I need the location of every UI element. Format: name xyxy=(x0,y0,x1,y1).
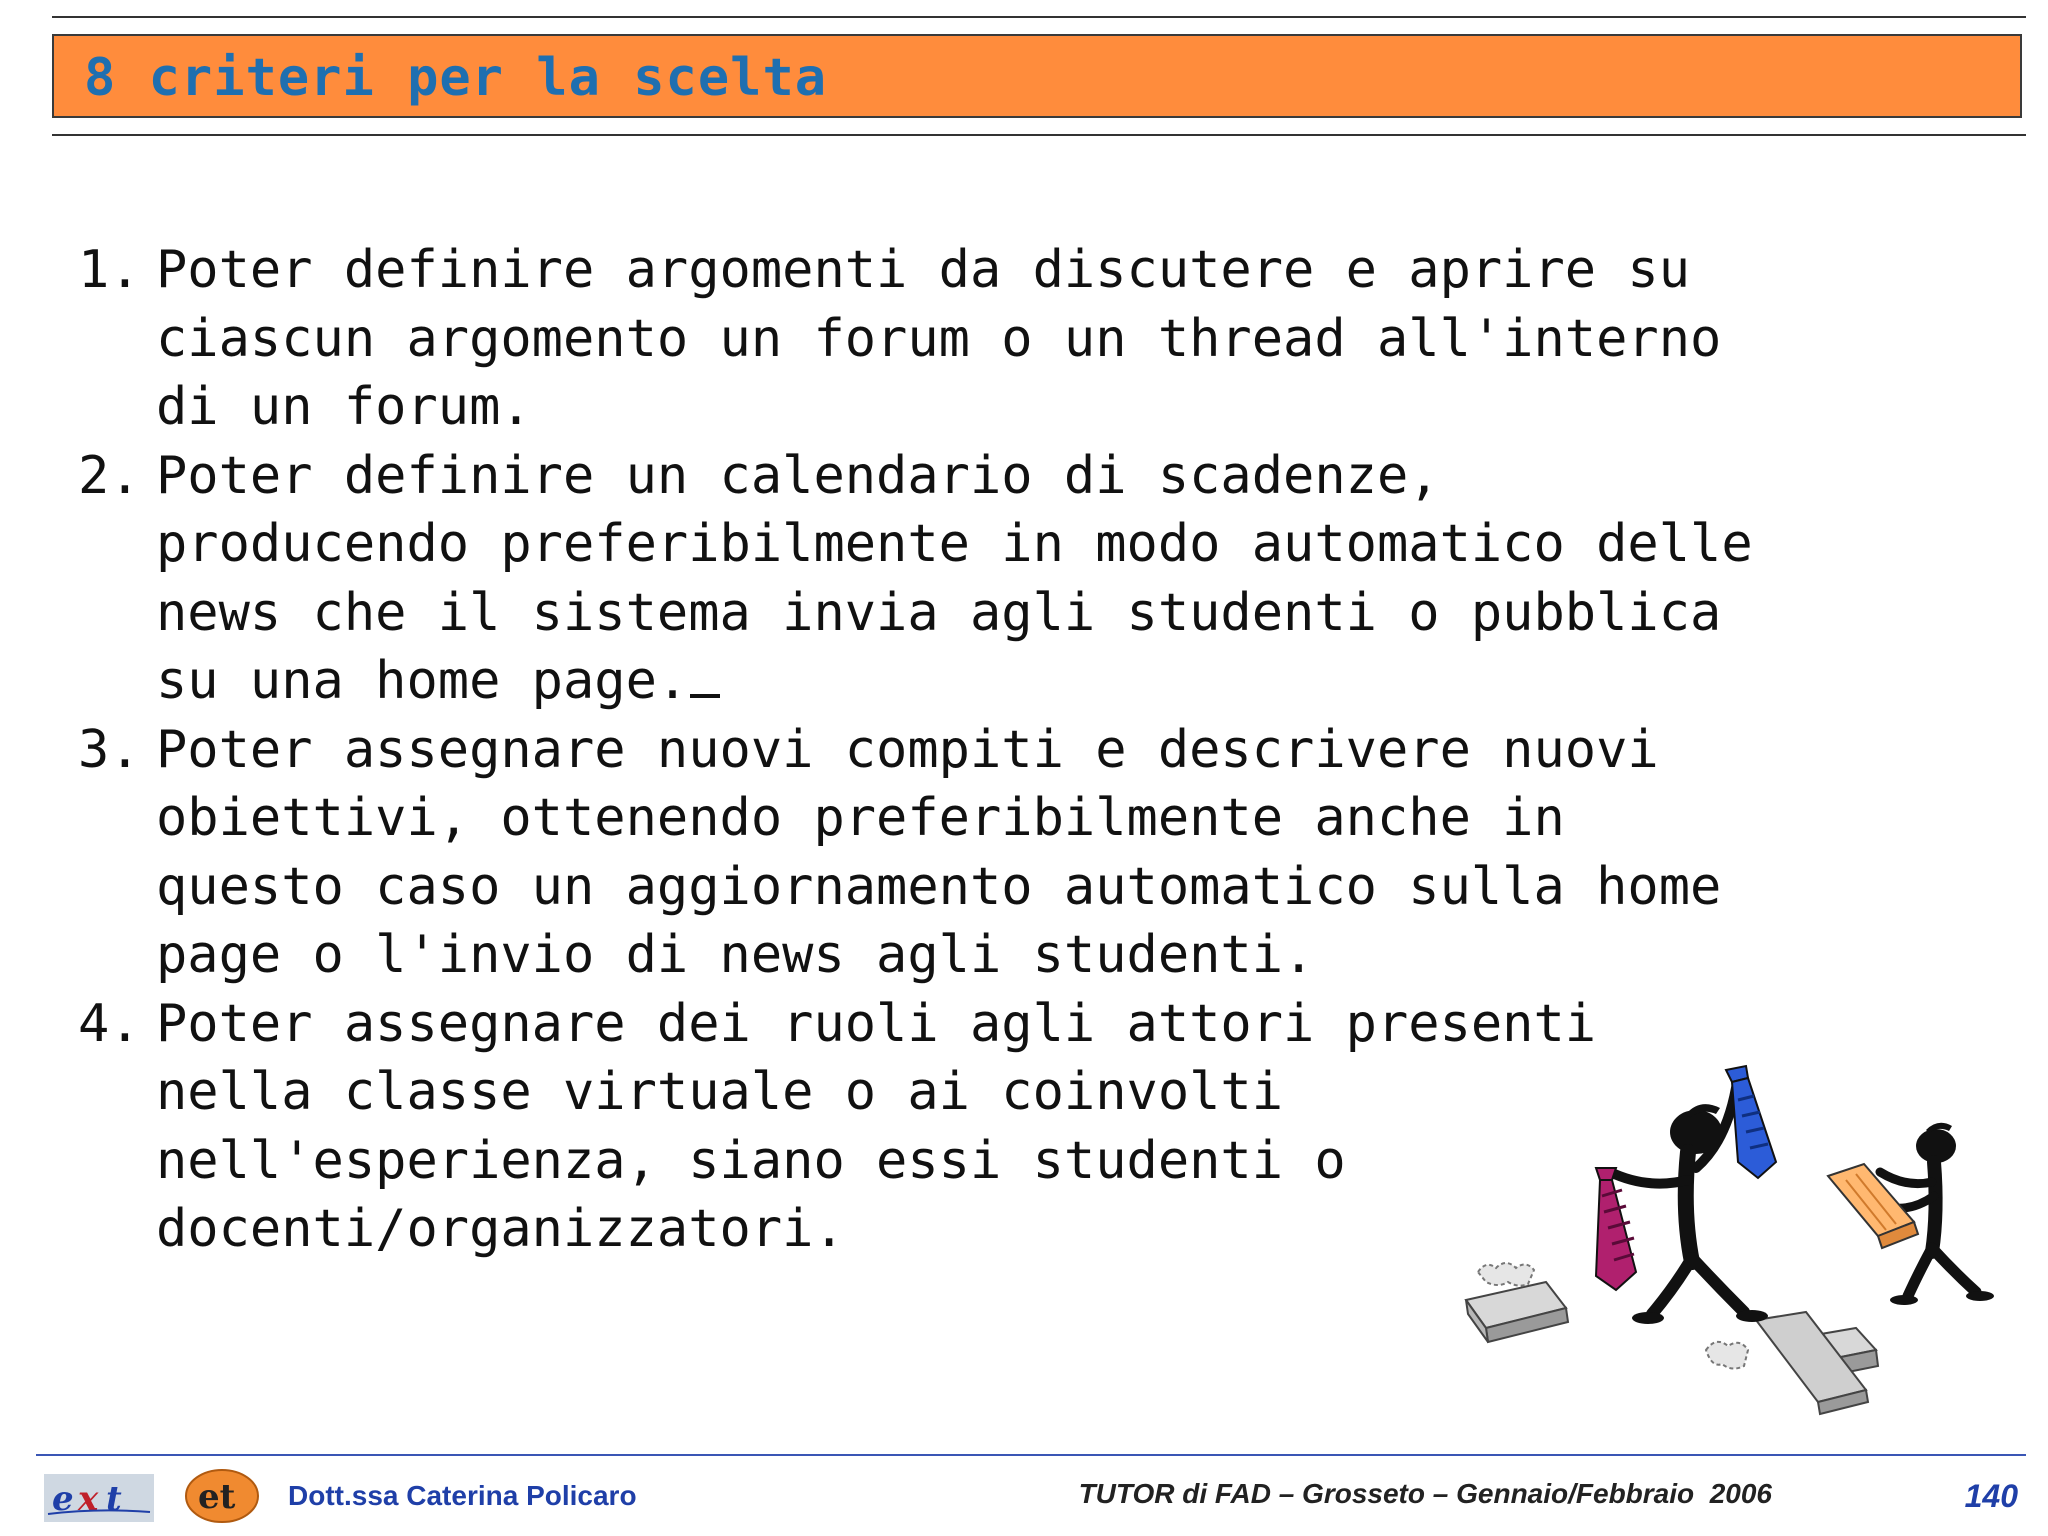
text-cursor xyxy=(690,694,720,698)
criterion-line: news che il sistema invia agli studenti o pubblica xyxy=(156,582,1722,643)
svg-text:t: t xyxy=(106,1479,122,1519)
criterion-line: ciascun argomento un forum o un thread all'interno xyxy=(156,308,1722,369)
role-assignment-illustration xyxy=(1456,1050,2006,1420)
title-bar xyxy=(52,34,2022,118)
magenta-tie-icon xyxy=(1596,1168,1636,1290)
criterion-line: nella classe virtuale o ai coinvolti xyxy=(156,1062,1284,1122)
criterion-item-2 xyxy=(78,442,1978,716)
criterion-line: page o l'invio di news agli studenti. xyxy=(156,925,1315,985)
footer-rule xyxy=(36,1454,2026,1456)
criterion-line: obiettivi, ottenendo preferibilmente anche in xyxy=(156,788,1565,848)
svg-text:et: et xyxy=(198,1477,236,1517)
puzzle-block-left-icon xyxy=(1466,1263,1568,1342)
criterion-line: di un forum. xyxy=(156,377,532,437)
criterion-number: 1. xyxy=(78,240,141,300)
criterion-number: 4. xyxy=(78,993,141,1054)
criterion-line: Poter assegnare nuovi compiti e descrivere nuovi xyxy=(156,719,1659,780)
criterion-line-with-cursor xyxy=(156,647,1978,716)
criterion-number: 3. xyxy=(78,719,141,780)
ext-logo xyxy=(44,1474,154,1522)
page-number: 140 xyxy=(1964,1478,2018,1514)
criterion-line: producendo preferibilmente in modo automatico delle xyxy=(156,514,1753,574)
criterion-line: docenti/organizzatori. xyxy=(156,1199,845,1259)
criterion-line-text: su una home page. xyxy=(156,651,689,711)
blue-tie-icon xyxy=(1726,1066,1776,1178)
criterion-line: Poter definire un calendario di scadenze, xyxy=(156,445,1440,506)
svg-text:x: x xyxy=(78,1479,99,1519)
criterion-line: Poter assegnare dei ruoli agli attori presenti xyxy=(156,993,1597,1054)
criterion-line: nell'esperienza, siano essi studenti o xyxy=(156,1130,1346,1191)
criterion-item-3 xyxy=(78,716,1978,990)
criterion-item-1 xyxy=(78,236,1978,442)
criterion-line: Poter definire argomenti da discutere e aprire su xyxy=(156,240,1691,300)
et-logo xyxy=(184,1468,260,1524)
puzzle-block-bottom-icon xyxy=(1706,1312,1878,1414)
svg-text:e: e xyxy=(52,1479,74,1519)
top-rule xyxy=(52,16,2026,18)
footer-course: TUTOR di FAD – Grosseto – Gennaio/Febbraio 2006 xyxy=(1078,1478,1772,1509)
slide-title: 8 criteri per la scelta xyxy=(84,48,828,108)
footer-author: Dott.ssa Caterina Policaro xyxy=(288,1480,637,1511)
title-underline xyxy=(52,134,2026,136)
criterion-number: 2. xyxy=(78,445,141,506)
criterion-line: questo caso un aggiornamento automatico sulla home xyxy=(156,856,1722,917)
